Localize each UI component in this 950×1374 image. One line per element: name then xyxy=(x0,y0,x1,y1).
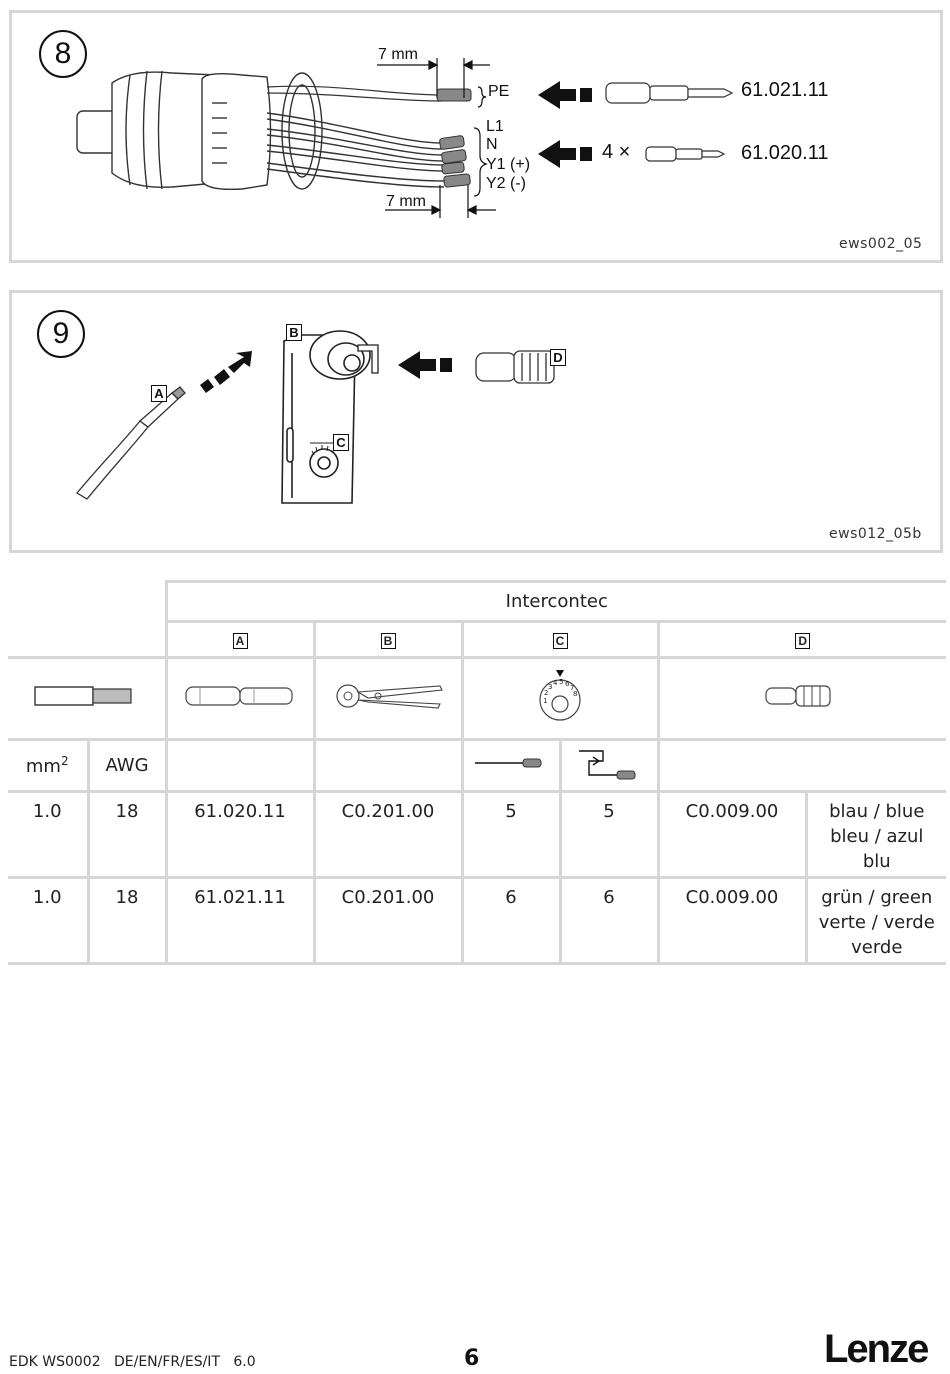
cell-mm2: 1.0 xyxy=(8,792,88,878)
mm2-header xyxy=(8,740,88,792)
bent-cable-icon xyxy=(569,743,649,783)
crimp-tool-cell xyxy=(314,658,462,740)
svg-text:8: 8 xyxy=(573,690,578,698)
page-number: 6 xyxy=(464,1346,480,1371)
color-line: grün / green xyxy=(821,887,933,908)
awg-header: AWG xyxy=(88,740,166,792)
empty-cell xyxy=(166,740,314,792)
mm2-label: mm xyxy=(25,756,61,777)
doc-number: EDK WS0002 xyxy=(9,1354,101,1370)
label-b: B xyxy=(286,324,302,341)
column-d-label: D xyxy=(795,633,810,649)
wire-label-pe: PE xyxy=(488,83,510,100)
column-b-label: B xyxy=(381,633,396,649)
brand-cell: Intercontec xyxy=(166,582,946,622)
empty-header-cell xyxy=(8,582,166,658)
cable-bent-cell xyxy=(560,740,658,792)
cell-contact: 61.021.11 xyxy=(166,878,314,964)
crimp-tool-icon xyxy=(328,678,448,714)
languages: DE/EN/FR/ES/IT xyxy=(113,1354,220,1370)
figure-code: ews012_05b xyxy=(829,526,922,542)
footer-doc-info xyxy=(9,1354,256,1370)
svg-text:5: 5 xyxy=(559,678,564,686)
stripped-wire-icon xyxy=(31,681,141,711)
cell-setting-1: 5 xyxy=(462,792,560,878)
cell-awg: 18 xyxy=(88,792,166,878)
crimp-spec-table xyxy=(8,580,946,965)
icon-row xyxy=(8,658,946,740)
svg-text:3: 3 xyxy=(548,683,553,691)
brand-row xyxy=(8,582,946,622)
wire-label-y2: Y2 (-) xyxy=(486,175,526,192)
cell-locator: C0.009.00 xyxy=(658,878,806,964)
svg-text:1: 1 xyxy=(543,697,548,705)
crimp-tool-illustration xyxy=(12,293,946,556)
mm2-superscript: 2 xyxy=(60,754,69,768)
empty-cell xyxy=(658,740,946,792)
brand-logo: Lenze xyxy=(824,1327,928,1371)
cell-locator: C0.009.00 xyxy=(658,792,806,878)
straight-cable-icon xyxy=(471,753,551,773)
locator-icon xyxy=(758,681,848,711)
contact-cell xyxy=(166,658,314,740)
stripped-wire-cell xyxy=(8,658,166,740)
color-line: verte / verde xyxy=(818,912,935,933)
empty-cell xyxy=(314,740,462,792)
column-a-header xyxy=(166,622,314,658)
positioner-dial-icon xyxy=(530,666,590,726)
dimension-bottom-label: 7 mm xyxy=(386,193,426,210)
label-d: D xyxy=(550,349,566,366)
column-d-header xyxy=(658,622,946,658)
svg-text:7: 7 xyxy=(570,684,575,692)
positioner-cell xyxy=(462,658,658,740)
connector-wiring-illustration xyxy=(12,13,946,266)
cell-tool: C0.201.00 xyxy=(314,878,462,964)
cell-setting-1: 6 xyxy=(462,878,560,964)
color-line: blau / blue xyxy=(829,801,925,822)
table-row xyxy=(8,792,946,878)
figure-9-panel xyxy=(9,290,943,553)
cell-color xyxy=(806,792,946,878)
svg-text:6: 6 xyxy=(565,680,570,688)
cable-straight-cell xyxy=(462,740,560,792)
color-line: bleu / azul xyxy=(830,826,924,847)
column-c-label: C xyxy=(553,633,568,649)
cell-tool: C0.201.00 xyxy=(314,792,462,878)
column-a-label: A xyxy=(233,633,248,649)
step-number: 9 xyxy=(37,310,85,358)
version: 6.0 xyxy=(233,1354,256,1370)
cell-mm2: 1.0 xyxy=(8,878,88,964)
color-line: blu xyxy=(862,851,891,872)
unit-row xyxy=(8,740,946,792)
part-number-signal: 61.020.11 xyxy=(741,142,829,164)
figure-code: ews002_05 xyxy=(839,236,923,252)
cell-setting-2: 6 xyxy=(560,878,658,964)
table-row xyxy=(8,878,946,964)
column-b-header xyxy=(314,622,462,658)
column-c-header xyxy=(462,622,658,658)
wire-label-y1: Y1 (+) xyxy=(486,156,531,173)
step-number: 8 xyxy=(39,30,87,78)
cell-color xyxy=(806,878,946,964)
cell-contact: 61.020.11 xyxy=(166,792,314,878)
cell-setting-2: 5 xyxy=(560,792,658,878)
contact-pin-icon xyxy=(180,681,300,711)
wire-label-n: N xyxy=(486,136,498,153)
locator-cell xyxy=(658,658,946,740)
cell-awg: 18 xyxy=(88,878,166,964)
dimension-top-label: 7 mm xyxy=(378,46,418,63)
part-number-pe: 61.021.11 xyxy=(741,79,829,101)
svg-text:4: 4 xyxy=(553,679,558,687)
svg-text:2: 2 xyxy=(544,689,549,697)
quantity-label: 4 × xyxy=(602,141,631,163)
wire-label-l1: L1 xyxy=(486,118,504,135)
figure-8-panel xyxy=(9,10,943,263)
label-a: A xyxy=(151,385,167,402)
color-line: verde xyxy=(851,937,903,958)
label-c: C xyxy=(333,434,349,451)
